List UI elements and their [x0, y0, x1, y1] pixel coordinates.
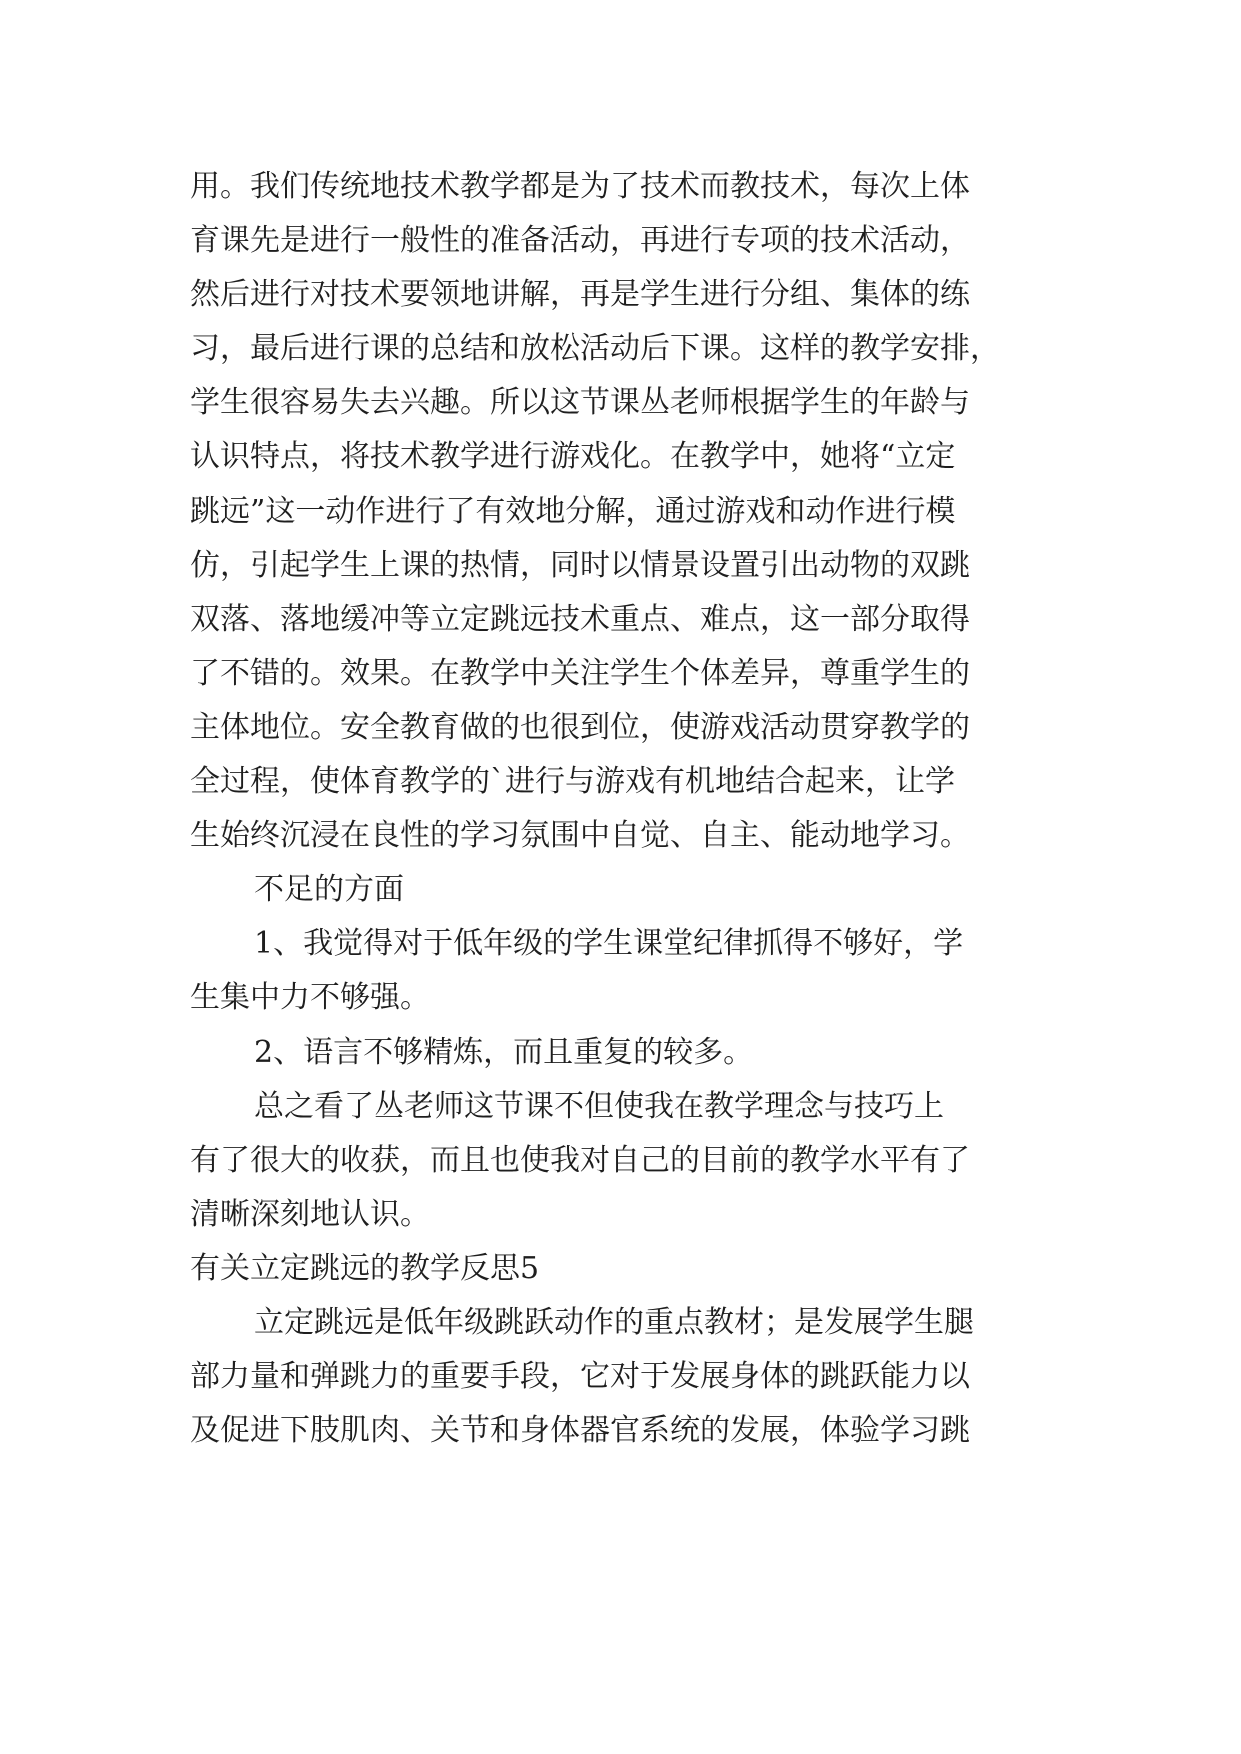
paragraph-line: 生始终沉浸在良性的学习氛围中自觉、自主、能动地学习。: [190, 818, 970, 854]
paragraph-line: 育课先是进行一般性的准备活动，再进行专项的技术活动，: [190, 223, 970, 259]
section-paragraph-line: 立定跳远是低年级跳跃动作的重点教材；是发展学生腿: [254, 1304, 974, 1340]
document-body: [190, 160, 1070, 1458]
point-1-line: 1、我觉得对于低年级的学生课堂纪律抓得不够好，学: [254, 926, 964, 962]
subheading: 不足的方面: [254, 872, 404, 908]
paragraph-line: 仿，引起学生上课的热情，同时以情景设置引出动物的双跳: [190, 547, 970, 583]
paragraph-line: 然后进行对技术要领地讲解，再是学生进行分组、集体的练: [190, 277, 970, 313]
paragraph-line: 习，最后进行课的总结和放松活动后下课。这样的教学安排，: [190, 331, 1000, 367]
paragraph-line: 双落、落地缓冲等立定跳远技术重点、难点，这一部分取得: [190, 601, 970, 637]
paragraph-line: 主体地位。安全教育做的也很到位，使游戏活动贯穿教学的: [190, 709, 970, 745]
summary-line: 总之看了丛老师这节课不但使我在教学理念与技巧上: [254, 1088, 944, 1124]
summary-line: 清晰深刻地认识。: [190, 1196, 430, 1232]
paragraph-line: 用。我们传统地技术教学都是为了技术而教技术，每次上体: [190, 169, 970, 204]
paragraph-line: 学生很容易失去兴趣。所以这节课丛老师根据学生的年龄与: [190, 385, 970, 421]
point-2-line: 2、语言不够精炼，而且重复的较多。: [254, 1034, 754, 1070]
paragraph-line: 全过程，使体育教学的`进行与游戏有机地结合起来，让学: [190, 764, 955, 800]
section-paragraph-line: 部力量和弹跳力的重要手段，它对于发展身体的跳跃能力以: [190, 1359, 970, 1395]
summary-line: 有了很大的收获，而且也使我对自己的目前的教学水平有了: [190, 1142, 970, 1178]
section-title: 有关立定跳远的教学反思5: [190, 1250, 540, 1286]
paragraph-line: 认识特点，将技术教学进行游戏化。在教学中，她将“立定: [190, 439, 956, 475]
section-paragraph-line: 及促进下肢肌肉、关节和身体器官系统的发展，体验学习跳: [190, 1413, 970, 1449]
point-1-line: 生集中力不够强。: [190, 980, 430, 1016]
paragraph-line: 跳远”这一动作进行了有效地分解，通过游戏和动作进行模: [190, 493, 956, 529]
paragraph-line: 了不错的。效果。在教学中关注学生个体差异，尊重学生的: [190, 655, 970, 691]
